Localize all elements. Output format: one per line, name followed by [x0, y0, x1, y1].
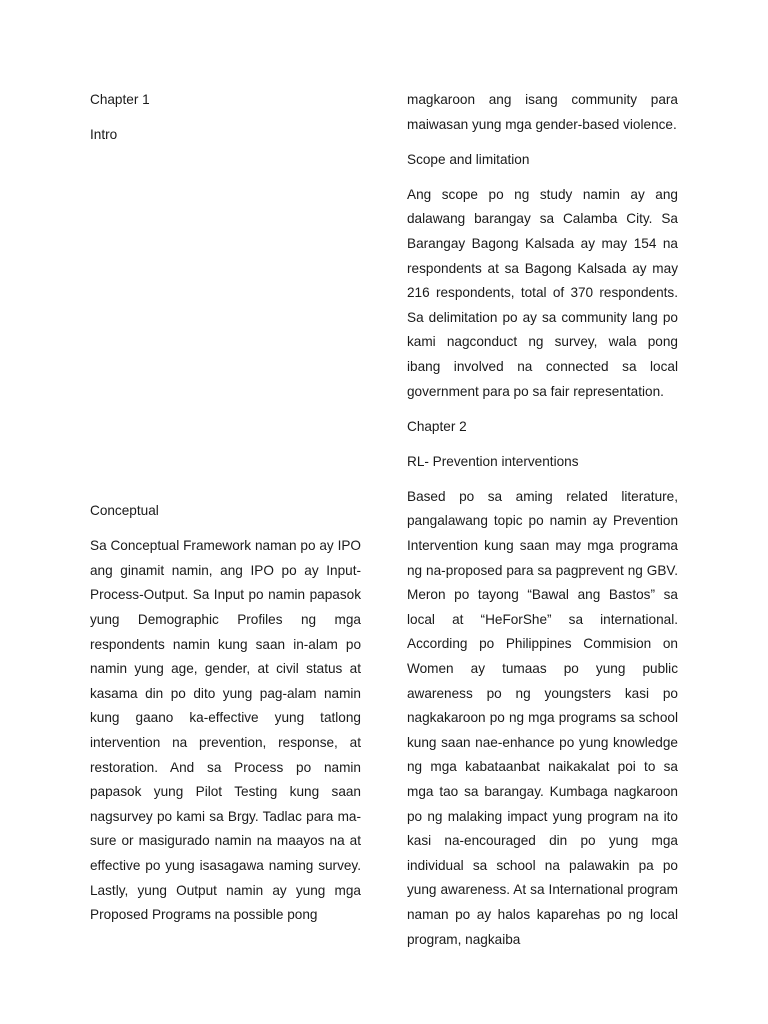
intro-heading: Intro [90, 127, 118, 143]
chapter-2-heading: Chapter 2 [407, 418, 467, 434]
blank-space [90, 158, 361, 499]
left-column [90, 88, 361, 938]
scope-heading: Scope and limitation [407, 151, 530, 167]
conceptual-paragraph: Sa Conceptual Framework naman po ay IPO ang ginamit namin, ang IPO po ay Input-Process-Output. Sa Input po namin papasok yung Demographic Profiles ng mga respondents namin kung saan in-alam po namin yung age, gender, at civil status at kasama din po dito yung pag-alam namin kung gaano ka-effective yung tatlong intervention na prevention, response, at restoration. And sa Process po namin papasok yung Pilot Testing kung saan nagsurvey po kami sa Brgy. Tadlac para ma-sure or masigurado namin na maayos na at effective po yung isasagawa naming survey. Lastly, yung Output namin ay yung mga Proposed Programs na possible pong [90, 538, 361, 923]
conceptual-heading: Conceptual [90, 503, 159, 519]
chapter-1-heading: Chapter 1 [90, 92, 150, 107]
rl-heading: RL- Prevention interventions [407, 453, 579, 469]
rl-paragraph: Based po sa aming related literature, pangalawang topic po namin ay Prevention Intervention kung saan may mga programa ng na-proposed para sa pagprevent ng GBV. Meron po tayong “Bawal ang Bastos” sa local at “HeForShe” sa international. According po Philippines Commision on Women ay tumaas po yung public awareness po ng youngsters kasi po nagkakaroon po ng mga programs sa school kung saan nae-enhance po yung knowledge ng mga kabataanbat naikakalat poi to sa mga tao sa barangay. Kumbaga nagkaroon po ng malaking impact yung program na ito kasi na-encouraged din po yung mga individual sa school na palawakin pa po yung awareness. At sa International program naman po ay halos kaparehas po ng local program, nagkaiba [407, 488, 678, 947]
continuation-paragraph: magkaroon ang isang community para maiwasan yung mga gender-based violence. [407, 92, 678, 132]
scope-paragraph: Ang scope po ng study namin ay ang dalawang barangay sa Calamba City. Sa Barangay Bagong Kalsada ay may 154 na respondents at sa Bagong Kalsada ay may 216 respondents, total of 370 respondents. Sa delimitation po ay sa community lang po kami nagconduct ng survey, wala pong ibang involved na connected sa local government para po sa fair representation. [407, 186, 678, 399]
right-column [407, 88, 678, 963]
